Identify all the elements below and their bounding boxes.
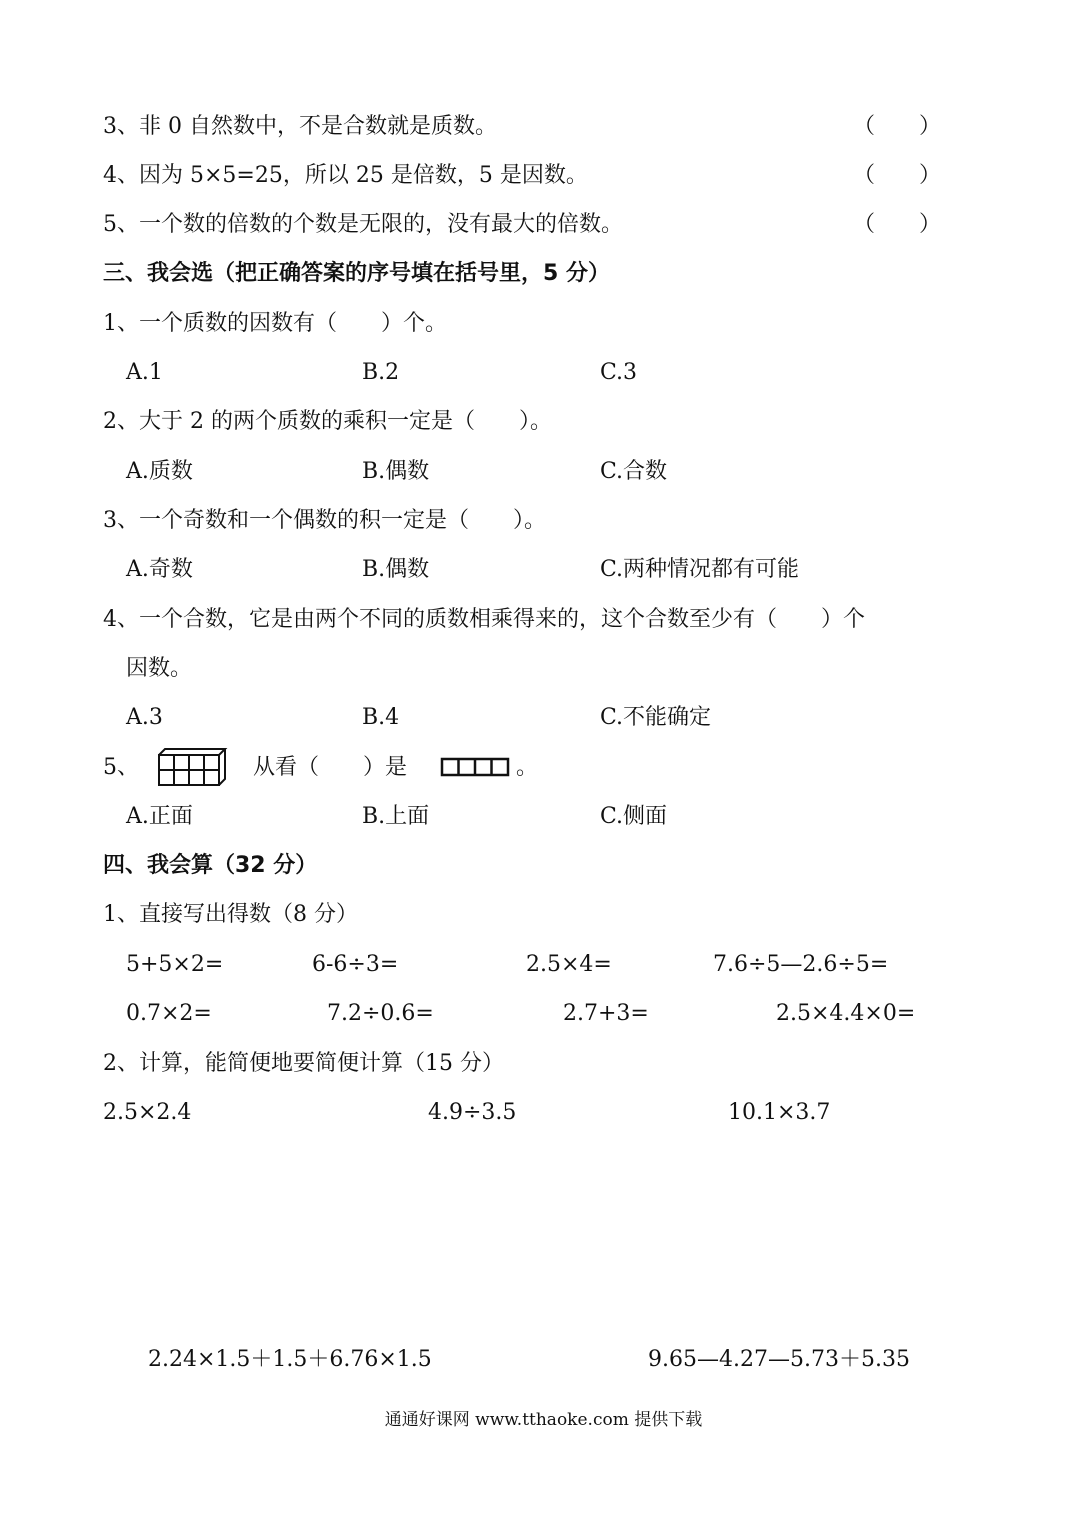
footer-credit: 通通好课网 www.tthaoke.com 提供下载	[384, 1410, 703, 1430]
q2-option-a: A.质数	[126, 459, 193, 484]
q4-option-b: B.4	[362, 705, 400, 730]
question-5-text: 从看（ ）是	[253, 755, 408, 780]
calc-item: 7.2÷0.6=	[327, 1001, 434, 1026]
q2-option-c: C.合数	[600, 459, 668, 484]
q1-option-a: A.1	[126, 360, 163, 385]
q5-option-a: A.正面	[126, 804, 193, 829]
question-4-cont: 因数。	[126, 656, 193, 681]
calc-item: 2.24×1.5＋1.5＋6.76×1.5	[148, 1347, 432, 1372]
calc-item: 5+5×2=	[126, 952, 224, 977]
calc-item: 7.6÷5—2.6÷5=	[713, 952, 889, 977]
cuboid-figure	[157, 747, 229, 787]
calc-item: 6-6÷3=	[312, 952, 399, 977]
q3-option-a: A.奇数	[126, 557, 193, 582]
question-3: 3、一个奇数和一个偶数的积一定是（ ）。	[103, 508, 546, 533]
answer-paren-3[interactable]: （ ）	[853, 114, 942, 139]
calc-item: 4.9÷3.5	[428, 1100, 517, 1125]
calc-item: 2.5×4.4×0=	[776, 1001, 916, 1026]
q3-option-c: C.两种情况都有可能	[600, 557, 800, 582]
view-figure	[440, 757, 512, 779]
q5-option-c: C.侧面	[600, 804, 668, 829]
question-5-end: 。	[516, 755, 539, 780]
calc-item: 0.7×2=	[126, 1001, 212, 1026]
section-title-choose: 三、我会选（把正确答案的序号填在括号里，5 分）	[103, 261, 610, 286]
question-5-num: 5、	[103, 755, 139, 780]
answer-paren-5[interactable]: （ ）	[853, 212, 942, 237]
answer-paren-4[interactable]: （ ）	[853, 163, 942, 188]
calc-item: 2.5×4=	[526, 952, 612, 977]
judge-item-5: 5、一个数的倍数的个数是无限的，没有最大的倍数。	[103, 212, 623, 237]
q4-option-a: A.3	[126, 705, 163, 730]
q4-option-c: C.不能确定	[600, 705, 712, 730]
q2-option-b: B.偶数	[362, 459, 430, 484]
judge-item-4: 4、因为 5×5=25，所以 25 是倍数，5 是因数。	[103, 163, 588, 188]
calc-item: 2.7+3=	[563, 1001, 649, 1026]
question-2: 2、大于 2 的两个质数的乘积一定是（ ）。	[103, 409, 552, 434]
calc-item: 2.5×2.4	[103, 1100, 192, 1125]
question-4: 4、一个合数，它是由两个不同的质数相乘得来的，这个合数至少有（ ）个	[103, 607, 865, 632]
q1-option-b: B.2	[362, 360, 400, 385]
calc-item: 9.65—4.27—5.73＋5.35	[648, 1347, 910, 1372]
q1-option-c: C.3	[600, 360, 638, 385]
section-title-calc: 四、我会算（32 分）	[103, 853, 318, 878]
calc-item: 10.1×3.7	[728, 1100, 831, 1125]
q3-option-b: B.偶数	[362, 557, 430, 582]
q5-option-b: B.上面	[362, 804, 430, 829]
judge-item-3: 3、非 0 自然数中，不是合数就是质数。	[103, 114, 497, 139]
question-1: 1、一个质数的因数有（ ）个。	[103, 311, 447, 336]
calc-subtitle-2: 2、计算，能简便地要简便计算（15 分）	[103, 1051, 504, 1076]
calc-subtitle-1: 1、直接写出得数（8 分）	[103, 902, 358, 927]
